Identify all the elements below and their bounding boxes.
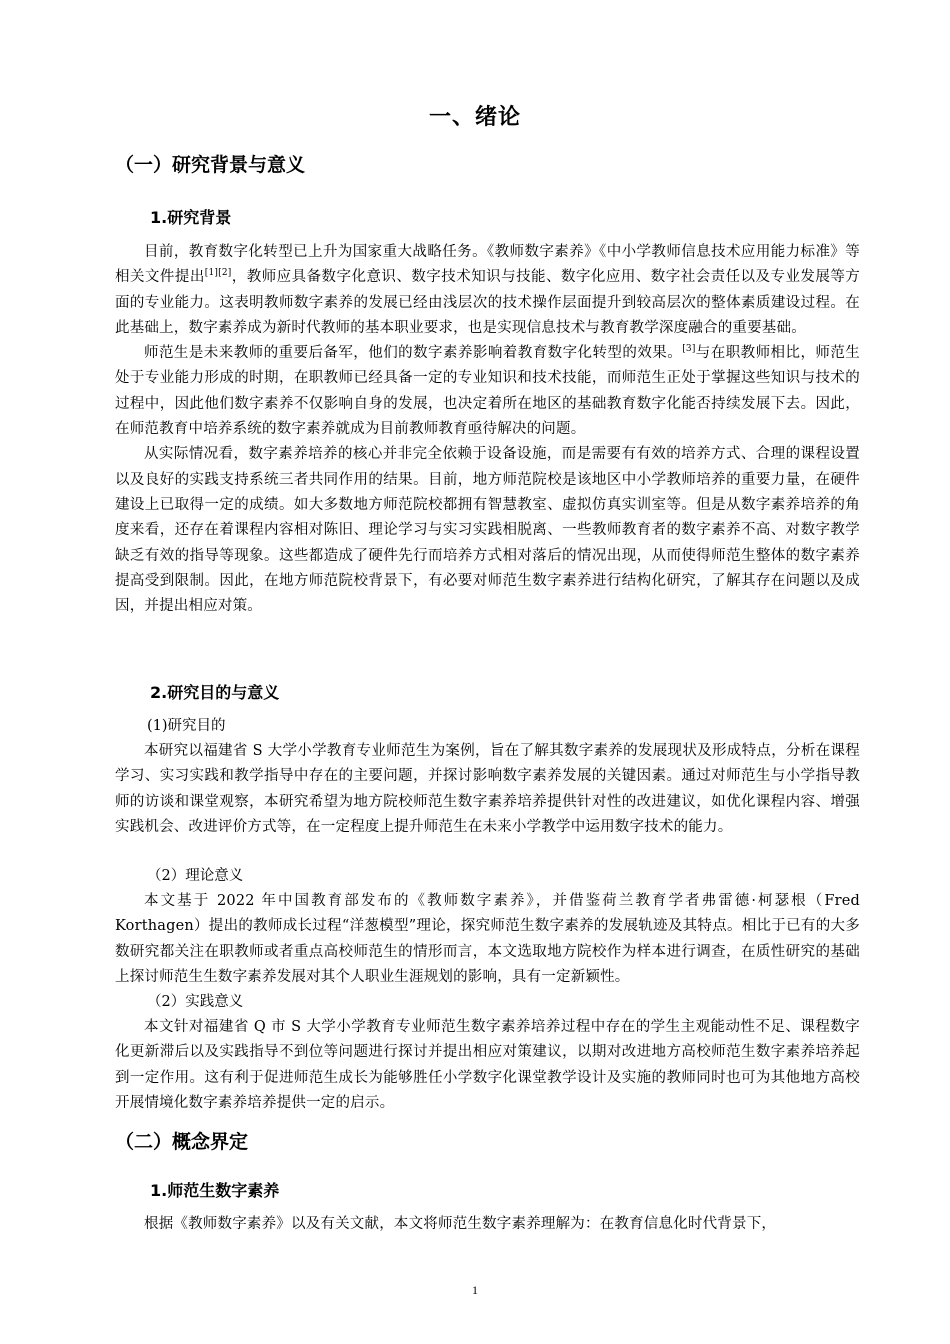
subsection-heading-digital-literacy: 1.师范生数字素养	[150, 1181, 280, 1200]
paragraph: 从实际情况看，数字素养培养的核心并非完全依赖于设备设施，而是需要有有效的培养方式、合理的课程设置以及良好的实践支持系统三者共同作用的结果。目前，地方师范院校是该地区中小学教师培养的重要力量，在硬件建设上已取得一定的成绩。如大多数地方师范院校都拥有智慧教室、虚拟仿真实训室等。但是从数字素养培养的角度来看，还存在着课程内容相对陈旧、理论学习与实习实践相脱离、一些教师教育者的数字素养不高、对数字教学缺乏有效的指导等现象。这些都造成了硬件先行而培养方式相对落后的情况出现，从而使得师范生整体的数字素养提高受到限制。因此，在地方师范院校背景下，有必要对师范生数字素养进行结构化研究，了解其存在问题以及成因，并提出相应对策。	[115, 446, 860, 615]
purpose-body	[115, 739, 860, 840]
paragraph: 本文基于 2022 年中国教育部发布的《教师数字素养》，并借鉴荷兰教育学者弗雷德·柯瑟根（Fred Korthagen）提出的教师成长过程“洋葱模型”理论，探究师范生数字素养的发展轨迹及其特点。相比于已有的大多数研究都关注在职教师或者重点高校师范生的情形而言，本文选取地方院校作为样本进行调查，在质性研究的基础上探讨师范生生数字素养发展对其个人职业生涯规划的影响，具有一定新颖性。	[115, 893, 860, 985]
section-heading-concepts: （二）概念界定	[115, 1131, 249, 1153]
paragraph: 目前，教育数字化转型已上升为国家重大战略任务。《教师数字素养》《中小学教师信息技术应用能力标准》等相关文件提出[1][2]，教师应具备数字化意识、数字技术知识与技能、数字化应用、数字社会责任以及专业发展等方面的专业能力。这表明教师数字素养的发展已经由浅层次的技术操作层面提升到较高层次的整体素质建设过程。在此基础上，数字素养成为新时代教师的基本职业要求，也是实现信息技术与教育教学深度融合的重要基础。	[115, 244, 860, 336]
paragraph: 本研究以福建省 S 大学小学教育专业师范生为案例，旨在了解其数字素养的发展现状及形成特点，分析在课程学习、实习实践和教学指导中存在的主要问题，并探讨影响数字素养发展的关键因素。通过对师范生与小学指导教师的访谈和课堂观察，本研究希望为地方院校师范生数字素养培养提供针对性的改进建议，如优化课程内容、增强实践机会、改进评价方式等，在一定程度上提升师范生在未来小学教学中运用数字技术的能力。	[115, 743, 860, 835]
subsection-heading-background: 1.研究背景	[150, 208, 232, 227]
paragraph: 本文针对福建省 Q 市 S 大学小学教育专业师范生数字素养培养过程中存在的学生主观能动性不足、课程数字化更新滞后以及实践指导不到位等问题进行探讨并提出相应对策建议，以期对改进地方高校师范生数字素养培养起到一定作用。这有利于促进师范生成长为能够胜任小学数字化课堂教学设计及实施的教师同时也可为其他地方高校开展情境化数字素养培养提供一定的启示。	[115, 1019, 860, 1111]
theory-body	[115, 889, 860, 990]
concept-body	[115, 1212, 860, 1237]
citation-ref: [1][2]	[204, 268, 232, 279]
subsection-heading-purpose: 2.研究目的与意义	[150, 683, 280, 702]
section-heading-background: （一）研究背景与意义	[115, 154, 306, 176]
practice-label: （2）实践意义	[147, 994, 244, 1010]
paragraph: 师范生是未来教师的重要后备军，他们的数字素养影响着教育数字化转型的效果。[3]与在职教师相比，师范生处于专业能力形成的时期，在职教师已经具备一定的专业知识和技术技能，而师范生正处于掌握这些知识与技术的过程中，因此他们数字素养不仅影响自身的发展，也决定着所在地区的基础教育数字化能否持续发展下去。因此，在师范教育中培养系统的数字素养就成为目前教师教育亟待解决的问题。	[115, 344, 860, 438]
background-body	[115, 240, 860, 619]
theory-label: （2）理论意义	[147, 868, 244, 884]
paragraph: 根据《教师数字素养》以及有关文献，本文将师范生数字素养理解为：在教育信息化时代背景下，	[144, 1216, 777, 1232]
citation-ref: [3]	[682, 344, 696, 355]
purpose-label: (1)研究目的	[147, 718, 226, 734]
practice-body	[115, 1015, 860, 1116]
chapter-title: 一、绪论	[428, 105, 521, 130]
page-number: 1	[472, 1283, 478, 1297]
